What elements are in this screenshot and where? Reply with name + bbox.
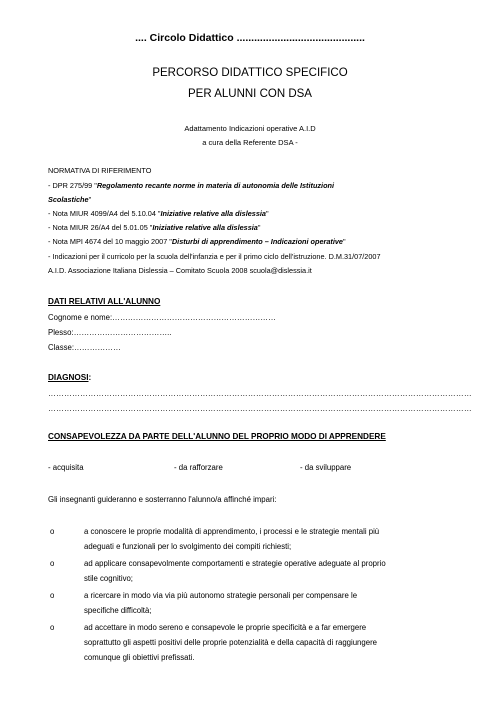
bullet-text: stile cognitivo; xyxy=(84,574,133,583)
normativa-title: Iniziative relative alla dislessia xyxy=(160,209,266,218)
option-da-rafforzare[interactable]: - da rafforzare xyxy=(174,463,223,472)
normativa-text: - DPR 275/99 " xyxy=(48,181,97,190)
normativa-line xyxy=(48,195,91,204)
bullet-text: a conoscere le proprie modalità di apprendimento, i processi e le strategie mentali più xyxy=(84,527,380,536)
bullet-text: ad accettare in modo sereno e consapevole le proprie specificità e a far emergere xyxy=(84,623,367,632)
option-acquisita[interactable]: - acquisita xyxy=(48,463,84,472)
normativa-line xyxy=(48,181,334,190)
subtitle-line-1: Adattamento Indicazioni operative A.I.D xyxy=(184,124,316,133)
bullet-text: a ricercare in modo via via più autonomo strategie personali per compensare le xyxy=(84,591,358,600)
circolo-header: .... Circolo Didattico ............................................ xyxy=(135,32,365,44)
normativa-text: A.I.D. Associazione Italiana Dislessia – Comitato Scuola 2008 scuola@dislessia.it xyxy=(48,266,312,275)
diagnosi-heading-row xyxy=(48,373,91,382)
normativa-title: Iniziative relative alla dislessia xyxy=(152,223,258,232)
consapevolezza-heading: CONSAPEVOLEZZA DA PARTE DELL'ALUNNO DEL PROPRIO MODO DI APPRENDERE xyxy=(48,432,386,441)
subtitle-line-2: a cura della Referente DSA - xyxy=(202,138,298,147)
field-cognome-nome[interactable]: Cognome e nome:……………………………………………………… xyxy=(48,313,276,322)
bullet-marker: o xyxy=(50,591,55,600)
normativa-title: Scolastiche xyxy=(48,195,89,204)
bullet-text: soprattutto gli aspetti positivi delle proprie potenzialità e della capacità di raggiungere xyxy=(84,638,377,647)
normativa-line xyxy=(48,209,269,218)
field-classe[interactable]: Classe:……………… xyxy=(48,343,121,352)
normativa-line xyxy=(48,237,346,246)
normativa-line xyxy=(48,252,381,261)
normativa-line xyxy=(48,223,260,232)
normativa-heading: NORMATIVA DI RIFERIMENTO xyxy=(48,166,152,175)
option-da-sviluppare[interactable]: - da sviluppare xyxy=(300,463,352,472)
dati-alunno-heading: DATI RELATIVI ALL'ALUNNO xyxy=(48,297,161,306)
normativa-line xyxy=(48,266,312,275)
bullet-text: adeguati e funzionali per lo svolgimento dei compiti richiesti; xyxy=(84,542,292,551)
document-title-line-1: PERCORSO DIDATTICO SPECIFICO xyxy=(152,67,348,79)
normativa-text: " xyxy=(343,237,346,246)
bullet-text: comunque gli obiettivi prefissati. xyxy=(84,653,195,662)
normativa-text: - Indicazioni per il curricolo per la scuola dell'infanzia e per il primo ciclo dell'istruzione. D.M.31/07/2007 xyxy=(48,252,381,261)
normativa-title: Disturbi di apprendimento – Indicazioni operative xyxy=(171,237,343,246)
bullet-marker: o xyxy=(50,623,55,632)
normativa-text: " xyxy=(265,209,269,218)
diagnosi-line[interactable]: …………………………………………………………………………………………………………………………………………… xyxy=(48,404,472,413)
bullet-text: ad applicare consapevolmente comportamenti e strategie operative adeguate al proprio xyxy=(84,559,386,568)
intro-text: Gli insegnanti guideranno e sosterranno l'alunno/a affinché impari: xyxy=(48,495,277,504)
diagnosi-heading: DIAGNOSI xyxy=(48,373,89,382)
normativa-text: " xyxy=(88,195,92,204)
normativa-title: Regolamento recante norme in materia di autonomia delle Istituzioni xyxy=(96,181,335,190)
normativa-text: - Nota MIUR 26/A4 del 5.01.05 " xyxy=(48,223,153,232)
bullet-text: specifiche difficoltà; xyxy=(84,606,152,615)
bullet-marker: o xyxy=(50,527,55,536)
normativa-text: - Nota MIUR 4099/A4 del 5.10.04 " xyxy=(48,209,161,218)
bullet-marker: o xyxy=(50,559,55,568)
normativa-text: " xyxy=(257,223,261,232)
normativa-text: - Nota MPI 4674 del 10 maggio 2007 " xyxy=(48,237,172,246)
diagnosi-colon: : xyxy=(88,373,92,382)
document-title-line-2: PER ALUNNI CON DSA xyxy=(188,88,312,100)
field-plesso[interactable]: Plesso:……………………………….. xyxy=(48,328,172,337)
diagnosi-line[interactable]: …………………………………………………………………………………………………………………………………………… xyxy=(48,389,472,398)
